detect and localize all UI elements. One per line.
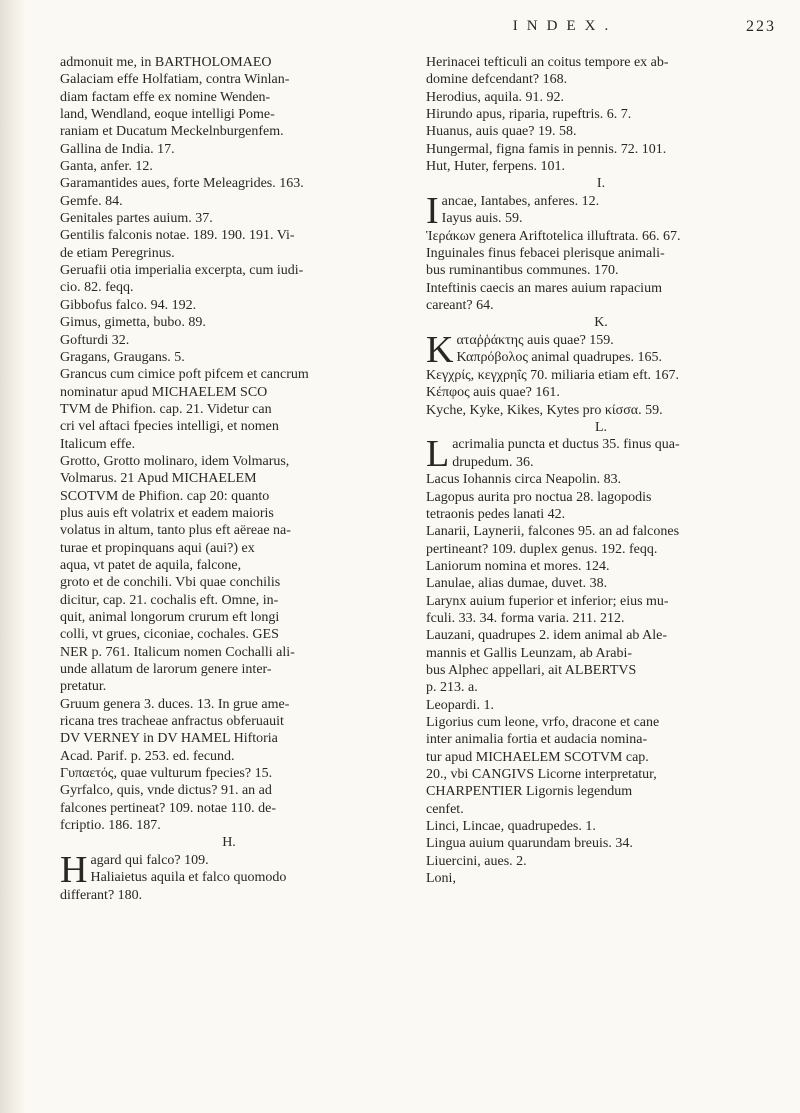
index-entry-line: 20., vbi CANGIVS Licorne interpretatur, (426, 767, 657, 783)
section-heading-k: K. (594, 315, 608, 331)
index-entry-line: Ganta, anfer. 12. (60, 159, 153, 175)
drop-cap-block-k (426, 332, 776, 367)
index-entry-line: αταῤῥάκτης auis quae? 159. (456, 332, 614, 348)
drop-cap-lines-i (426, 193, 776, 228)
index-entry-line: quit, animal longorum crurum eft longi (60, 610, 280, 625)
index-entry-line: Leopardi. 1. (426, 697, 495, 713)
index-entry-line: DV VERNEY in DV HAMEL Hiftoria (60, 731, 278, 747)
index-entry-line: Volmarus. 21 Apud MICHAELEM (60, 471, 257, 487)
drop-cap-h: H (60, 851, 88, 887)
index-entry-line: Garamantides aues, forte Meleagrides. 163. (60, 176, 304, 192)
index-entry-line: Iayus auis. 59. (441, 211, 523, 227)
index-entry-line: Lanulae, alias dumae, duvet. 38. (426, 576, 608, 592)
index-entry-line: Herinacei tefticuli an coitus tempore ex ab- (426, 55, 669, 70)
index-entry-line: Laniorum nomina et mores. 124. (426, 558, 610, 574)
index-entry-line: fcriptio. 186. 187. (60, 818, 161, 834)
index-entry-line: Γυπαετός, quae vulturum fpecies? 15. (60, 766, 273, 782)
index-entry-line: plus auis eft volatrix et eadem maioris (60, 505, 274, 521)
index-entry-line: falcones pertineat? 109. notae 110. de- (60, 800, 277, 816)
index-entry-line: Gibbofus falco. 94. 192. (60, 297, 197, 313)
index-entry-line: diam factam effe ex nomine Wenden- (60, 89, 271, 105)
index-entry-line: domine defcendant? 168. (426, 72, 568, 88)
index-entry-line: Lanarii, Laynerii, falcones 95. an ad falcones (426, 524, 680, 540)
index-entry-line: Huanus, auis quae? 19. 58. (426, 124, 577, 140)
page-gutter (0, 0, 26, 1113)
index-entry-line: raniam et Ducatum Meckelnburgenfem. (60, 124, 284, 140)
index-entry-line: Grotto, Grotto molinaro, idem Volmarus, (60, 453, 290, 469)
index-entry-line: nominatur apud MICHAELEM SCO (60, 384, 268, 400)
index-entry-line: unde allatum de larorum genere inter- (60, 662, 272, 678)
index-entry-line: Hirundo apus, riparia, rupeftris. 6. 7. (426, 107, 632, 123)
running-head (400, 18, 790, 48)
left-entries-g (60, 54, 398, 834)
drop-cap-lines-k (426, 332, 776, 367)
index-entry-line: Inguinales finus febacei plerisque animali- (426, 246, 665, 262)
index-entry-line: Galaciam effe Holfatiam, contra Winlan- (60, 72, 290, 88)
drop-cap-block-i (426, 193, 776, 228)
index-entry-line: Gemfe. 84. (60, 193, 123, 209)
index-entry-line: Καπρόβολος animal quadrupes. 165. (456, 350, 663, 366)
index-entry-line: careant? 64. (426, 298, 494, 314)
index-entry-line: Acad. Parif. p. 253. ed. fecund. (60, 748, 235, 764)
page-number: 223 (746, 18, 776, 35)
section-heading-h: H. (222, 835, 236, 851)
index-entry-line: Lagopus aurita pro noctua 28. lagopodis (426, 489, 652, 505)
right-entries-h (426, 54, 776, 175)
index-entry-line: mannis et Gallis Leunzam, ab Arabi- (426, 645, 633, 661)
index-entry-line: bus Alphec appellari, ait ALBERTVS (426, 662, 637, 678)
index-entry-line: Kyche, Kyke, Kikes, Kytes pro κίσσα. 59. (426, 402, 663, 418)
index-entry-line: de etiam Peregrinus. (60, 245, 175, 261)
index-entry-line: Ἱεράκων genera Ariftotelica illuftrata. 66. 67. (426, 228, 681, 244)
index-entry-line: volatus in altum, tanto plus eft aëreae na- (60, 523, 291, 539)
right-column (426, 54, 776, 887)
index-entry-line: differant? 180. (60, 887, 143, 903)
index-entry-line: cenfet. (426, 801, 464, 817)
index-entry-line: pertineant? 109. duplex genus. 192. feqq. (426, 541, 658, 557)
index-entry-line: ricana tres tracheae anfractus obferuauit (60, 714, 284, 730)
left-column (60, 54, 398, 904)
index-entry-line: pretatur. (60, 679, 107, 695)
index-entry-line: admonuit me, in BARTHOLOMAEO (60, 55, 272, 70)
index-entry-line: inter animalia fortia et audacia nomina- (426, 732, 648, 748)
drop-cap-block-h (60, 852, 398, 887)
index-entry-line: colli, vt grues, ciconiae, cochales. GES (60, 627, 279, 643)
index-entry-line: Gallina de India. 17. (60, 141, 175, 157)
index-entry-line: Lacus Iohannis circa Neapolin. 83. (426, 472, 622, 488)
index-heading: INDEX. (512, 18, 618, 34)
left-entries-h (60, 887, 398, 904)
index-entry-line: SCOTVM de Phifion. cap 20: quanto (60, 488, 270, 504)
index-entry-line: Gragans, Graugans. 5. (60, 349, 185, 365)
drop-cap-block-l (426, 436, 776, 471)
drop-cap-i: I (426, 192, 439, 228)
index-entry-line: Liuercini, aues. 2. (426, 853, 527, 869)
right-entries-i (426, 228, 776, 315)
index-entry-line: Gentilis falconis notae. 189. 190. 191. Vi- (60, 228, 295, 244)
index-entry-line: Hut, Huter, ferpens. 101. (426, 159, 566, 175)
section-heading-l: L. (594, 419, 608, 435)
index-entry-line: land, Wendland, eoque intelligi Pome- (60, 107, 275, 123)
index-entry-line: fculi. 33. 34. forma varia. 211. 212. (426, 610, 625, 626)
drop-cap-l: L (426, 436, 450, 472)
index-entry-line: bus ruminantibus communes. 170. (426, 263, 619, 279)
index-entry-line: cri vel aftaci fpecies intelligi, et nomen (60, 419, 279, 435)
index-entry-line: Gimus, gimetta, bubo. 89. (60, 315, 206, 331)
index-entry-line: Grancus cum cimice poft pifcem et cancrum (60, 367, 309, 383)
index-entry-line: Gofturdi 32. (60, 332, 130, 348)
index-entry-line: groto et de conchili. Vbi quae conchilis (60, 575, 281, 591)
index-entry-line: Larynx auium fuperior et inferior; eius mu- (426, 593, 669, 609)
drop-cap-lines-h (60, 852, 398, 887)
index-entry-line: Genitales partes auium. 37. (60, 211, 213, 227)
index-entry-line: Lauzani, quadrupes 2. idem animal ab Ale- (426, 628, 668, 644)
index-entry-line: agard qui falco? 109. (90, 852, 209, 868)
index-entry-line: tur apud MICHAELEM SCOTVM cap. (426, 749, 649, 765)
index-entry-line: Gyrfalco, quis, vnde dictus? 91. an ad (60, 783, 272, 799)
index-entry-line: Herodius, aquila. 91. 92. (426, 89, 565, 105)
index-entry-line: Geruafii otia imperialia excerpta, cum iudi- (60, 263, 304, 279)
right-entries-k (426, 367, 776, 419)
index-entry-line: tetraonis pedes lanati 42. (426, 506, 566, 522)
index-entry-line: dicitur, cap. 21. cochalis eft. Omne, in- (60, 592, 279, 608)
index-entry-line: p. 213. a. (426, 680, 478, 696)
index-entry-line: Haliaietus aquila et falco quomodo (90, 870, 287, 886)
index-entry-line: Italicum effe. (60, 436, 136, 452)
index-entry-line: cio. 82. feqq. (60, 280, 134, 296)
index-entry-line: Ligorius cum leone, vrfo, dracone et cane (426, 715, 660, 730)
index-entry-line: drupedum. 36. (452, 454, 534, 470)
index-entry-line: ancae, Iantabes, anferes. 12. (441, 193, 600, 209)
index-entry-line: aqua, vt patet de aquila, falcone, (60, 557, 242, 573)
index-entry-line: CHARPENTIER Ligornis legendum (426, 784, 633, 800)
index-entry-line: Inteftinis caecis an mares auium rapacium (426, 280, 662, 296)
index-entry-line: Loni, (426, 871, 456, 887)
index-entry-line: TVM de Phifion. cap. 21. Videtur can (60, 401, 272, 417)
index-entry-line: Gruum genera 3. duces. 13. In grue ame- (60, 696, 290, 712)
index-entry-line: Κέπφος auis quae? 161. (426, 385, 560, 401)
section-heading-i: I. (596, 176, 606, 192)
index-entry-line: Κεγχρίς, κεγχρηΐς 70. miliaria etiam eft. 167. (426, 367, 680, 383)
index-entry-line: turae et propinquans aqui (aui?) ex (60, 540, 255, 556)
drop-cap-lines-l (426, 436, 776, 471)
index-entry-line: Linci, Lincae, quadrupedes. 1. (426, 819, 596, 835)
index-entry-line: NER p. 761. Italicum nomen Cochalli ali- (60, 644, 295, 660)
index-entry-line: acrimalia puncta et ductus 35. finus qua- (452, 437, 680, 453)
drop-cap-k: K (426, 331, 454, 367)
right-entries-l (426, 471, 776, 887)
index-entry-line: Lingua auium quarundam breuis. 34. (426, 836, 633, 852)
index-entry-line: Hungermal, figna famis in pennis. 72. 101. (426, 141, 667, 157)
